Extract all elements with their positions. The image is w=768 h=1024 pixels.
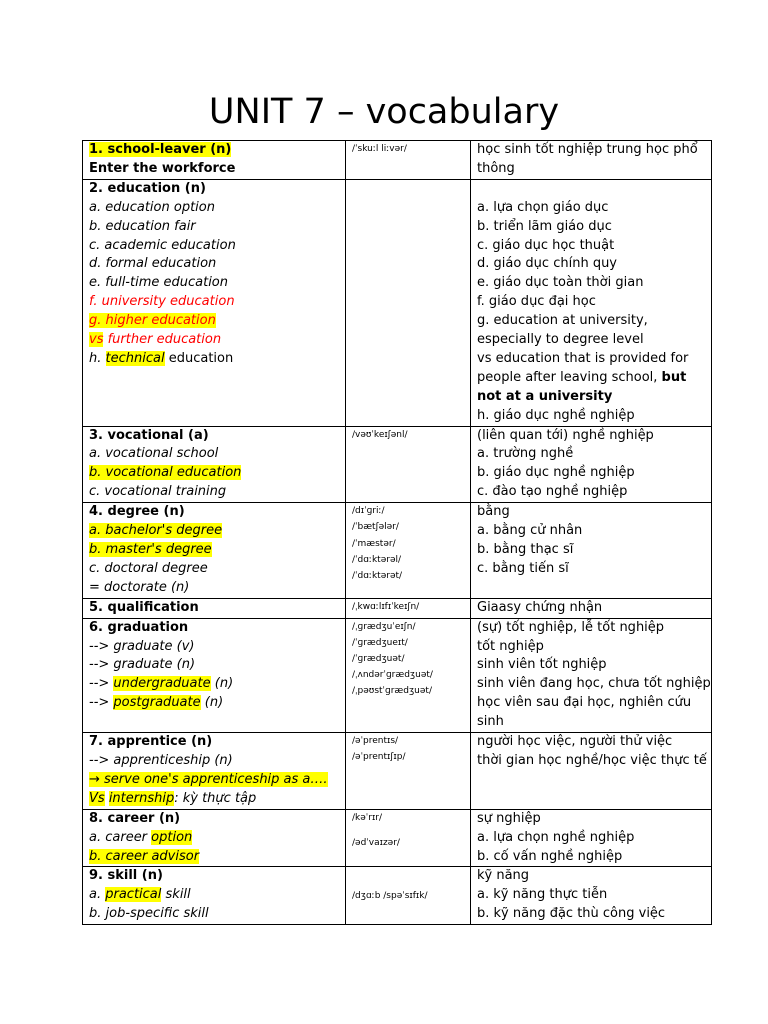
ipa-line: /ˌpəʊstˈɡrædʒuət/ xyxy=(352,686,432,697)
term-line-part: further education xyxy=(103,332,222,348)
term-heading: 9. skill (n) xyxy=(89,868,163,884)
meaning-line: Giaasy chứng nhận xyxy=(477,599,603,615)
ipa-line: /ˌkwɑːlɪfɪˈkeɪʃn/ xyxy=(352,601,420,612)
term-cell xyxy=(83,867,346,925)
ipa-cell xyxy=(346,426,471,503)
term-cell xyxy=(83,809,346,867)
ipa-line: /dɪˈɡriː/ xyxy=(352,506,385,517)
term-line-highlighted: b. master's degree xyxy=(89,542,212,558)
meaning-line: học viên sau đại học, nghiên cứu xyxy=(477,695,692,711)
ipa-line: /ˈskuːl liːvər/ xyxy=(352,144,407,154)
term-heading: 2. education (n) xyxy=(89,180,206,196)
meaning-line: g. education at university, xyxy=(477,313,648,329)
meaning-line: b. giáo dục nghề nghiệp xyxy=(477,465,635,481)
meaning-line: học sinh tốt nghiệp trung học phổ xyxy=(477,142,698,157)
ipa-line: /ˈbætʃələr/ xyxy=(352,522,399,533)
ipa-line: /ˌʌndərˈɡrædʒuət/ xyxy=(352,670,433,681)
meaning-cell xyxy=(471,503,712,599)
meaning-cell xyxy=(471,867,712,925)
table-row xyxy=(83,179,712,426)
meaning-line: b. kỹ năng đặc thù công việc xyxy=(477,906,666,922)
term-line: c. academic education xyxy=(89,237,236,253)
meaning-line: a. kỹ năng thực tiễn xyxy=(477,887,608,903)
meaning-cell xyxy=(471,598,712,618)
table-row xyxy=(83,426,712,503)
ipa-line: /vəʊˈkeɪʃənl/ xyxy=(352,429,408,440)
term-line-part: --> xyxy=(89,695,114,711)
meaning-line: a. lựa chọn giáo dục xyxy=(477,199,609,215)
table-row xyxy=(83,598,712,618)
meaning-cell xyxy=(471,733,712,810)
term-line-part: (n) xyxy=(210,676,234,692)
meaning-line: tốt nghiệp xyxy=(477,638,544,654)
meaning-line: (sự) tốt nghiệp, lễ tốt nghiệp xyxy=(477,619,665,635)
ipa-cell xyxy=(346,179,471,426)
term-line-highlighted: → serve one's apprenticeship as a…. xyxy=(89,771,328,787)
meaning-line: c. bằng tiến sĩ xyxy=(477,560,569,576)
ipa-cell xyxy=(346,618,471,732)
term-heading: 6. graduation xyxy=(89,619,189,635)
term-line-part: (n) xyxy=(200,695,224,711)
meaning-line: vs education that is provided for xyxy=(477,350,689,366)
term-line: --> graduate (n) xyxy=(89,657,196,673)
term-line-highlighted: option xyxy=(151,829,193,845)
term-line-highlighted: internship xyxy=(108,790,175,806)
meaning-line-part: but xyxy=(661,369,687,385)
ipa-line: /ˌɡrædʒuˈeɪʃn/ xyxy=(352,621,416,632)
term-line: c. doctoral degree xyxy=(89,560,208,576)
ipa-line: /ˈmæstər/ xyxy=(352,538,396,549)
term-cell xyxy=(83,426,346,503)
table-row xyxy=(83,503,712,599)
term-line-part: a. career xyxy=(89,829,152,845)
ipa-line: /əˈprentɪs/ xyxy=(352,736,399,747)
meaning-line: thời gian học nghề/học việc thực tế xyxy=(477,752,707,768)
term-heading: 5. qualification xyxy=(89,599,199,615)
meaning-line: c. giáo dục học thuật xyxy=(477,237,615,253)
table-row xyxy=(83,618,712,732)
meaning-line: sinh xyxy=(477,714,504,730)
term-line: f. university education xyxy=(89,294,235,310)
meaning-line: especially to degree level xyxy=(477,332,644,348)
table-row xyxy=(83,809,712,867)
table-row xyxy=(83,141,712,180)
term-line-highlighted: undergraduate xyxy=(113,676,211,692)
meaning-line: a. trường nghề xyxy=(477,446,574,462)
term-line-highlighted: g. higher education xyxy=(89,313,216,329)
term-line-part: h. xyxy=(89,350,106,366)
term-line: a. vocational school xyxy=(89,446,219,462)
ipa-line: /əˈprentɪʃɪp/ xyxy=(352,752,406,763)
vocabulary-table xyxy=(82,140,712,925)
term-heading: 3. vocational (a) xyxy=(89,427,209,443)
term-line: d. formal education xyxy=(89,256,217,272)
meaning-line: sự nghiệp xyxy=(477,810,541,826)
ipa-cell xyxy=(346,598,471,618)
ipa-line: /kəˈrɪr/ xyxy=(352,812,383,823)
meaning-line: bằng xyxy=(477,504,510,520)
term-heading: 7. apprentice (n) xyxy=(89,734,213,750)
ipa-line: /ˈdɑːktərət/ xyxy=(352,571,403,582)
meaning-line: người học việc, người thử việc xyxy=(477,734,673,750)
table-row xyxy=(83,733,712,810)
term-line: c. vocational training xyxy=(89,484,227,500)
term-line-part: education xyxy=(164,350,234,366)
meaning-line: c. đào tạo nghề nghiệp xyxy=(477,484,628,500)
meaning-cell xyxy=(471,141,712,180)
term-heading: 8. career (n) xyxy=(89,810,181,826)
ipa-cell xyxy=(346,733,471,810)
ipa-line: /ˈɡrædʒueɪt/ xyxy=(352,637,408,648)
page-title: UNIT 7 – vocabulary xyxy=(208,92,560,132)
term-line-highlighted: practical xyxy=(105,887,162,903)
meaning-line: a. lựa chọn nghề nghiệp xyxy=(477,829,635,845)
meaning-cell xyxy=(471,426,712,503)
meaning-line: b. triển lãm giáo dục xyxy=(477,218,612,234)
ipa-line: /dʒɑːb /spəˈsɪfɪk/ xyxy=(352,890,428,901)
term-heading: 4. degree (n) xyxy=(89,504,185,520)
term-line-part: a. xyxy=(89,887,106,903)
term-line-highlighted: b. career advisor xyxy=(89,848,200,864)
meaning-line: b. cố vấn nghề nghiệp xyxy=(477,848,623,864)
term-line-highlighted: b. vocational education xyxy=(89,465,242,481)
meaning-line: not at a university xyxy=(477,388,613,404)
term-line-part: skill xyxy=(161,887,191,903)
term-line: Enter the workforce xyxy=(89,160,236,176)
meaning-line: d. giáo dục chính quy xyxy=(477,256,617,272)
term-line-part: vs xyxy=(89,332,104,348)
meaning-line: b. bằng thạc sĩ xyxy=(477,542,574,558)
ipa-cell xyxy=(346,809,471,867)
meaning-cell xyxy=(471,618,712,732)
meaning-line-part: people after leaving school, xyxy=(477,369,662,385)
meaning-line: sinh viên tốt nghiệp xyxy=(477,657,607,673)
term-line-highlighted: Vs xyxy=(89,790,105,806)
term-line-part: --> xyxy=(89,676,114,692)
term-line-highlighted: postgraduate xyxy=(113,695,201,711)
table-row xyxy=(83,867,712,925)
term-heading: 1. school-leaver (n) xyxy=(89,142,232,157)
term-line: b. education fair xyxy=(89,218,196,234)
meaning-cell xyxy=(471,809,712,867)
meaning-line: e. giáo dục toàn thời gian xyxy=(477,275,644,291)
meaning-cell xyxy=(471,179,712,426)
term-line: b. job-specific skill xyxy=(89,906,209,922)
meaning-line: a. bằng cử nhân xyxy=(477,523,583,539)
meaning-line: thông xyxy=(477,160,515,176)
meaning-line: kỹ năng xyxy=(477,868,530,884)
ipa-line: /ˈɡrædʒuət/ xyxy=(352,654,405,665)
term-line: = doctorate (n) xyxy=(89,579,190,595)
meaning-line: sinh viên đang học, chưa tốt nghiệp xyxy=(477,676,711,692)
meaning-line: h. giáo dục nghề nghiệp xyxy=(477,407,635,423)
ipa-line: /ədˈvaɪzər/ xyxy=(352,837,400,848)
term-cell xyxy=(83,503,346,599)
term-cell xyxy=(83,733,346,810)
term-cell xyxy=(83,179,346,426)
term-line: --> graduate (v) xyxy=(89,638,195,654)
term-line: a. education option xyxy=(89,199,215,215)
ipa-line: /ˈdɑːktərəl/ xyxy=(352,554,402,565)
term-line-highlighted: a. bachelor's degree xyxy=(89,523,223,539)
term-cell xyxy=(83,598,346,618)
ipa-cell xyxy=(346,503,471,599)
term-line-highlighted: technical xyxy=(105,350,165,366)
term-line: e. full-time education xyxy=(89,275,229,291)
meaning-line: f. giáo dục đại học xyxy=(477,294,596,310)
term-line: --> apprenticeship (n) xyxy=(89,752,233,768)
ipa-cell xyxy=(346,867,471,925)
term-line-part: : kỳ thực tập xyxy=(174,790,257,806)
term-cell xyxy=(83,618,346,732)
term-cell xyxy=(83,141,346,180)
meaning-line: (liên quan tới) nghề nghiệp xyxy=(477,427,654,443)
ipa-cell xyxy=(346,141,471,180)
